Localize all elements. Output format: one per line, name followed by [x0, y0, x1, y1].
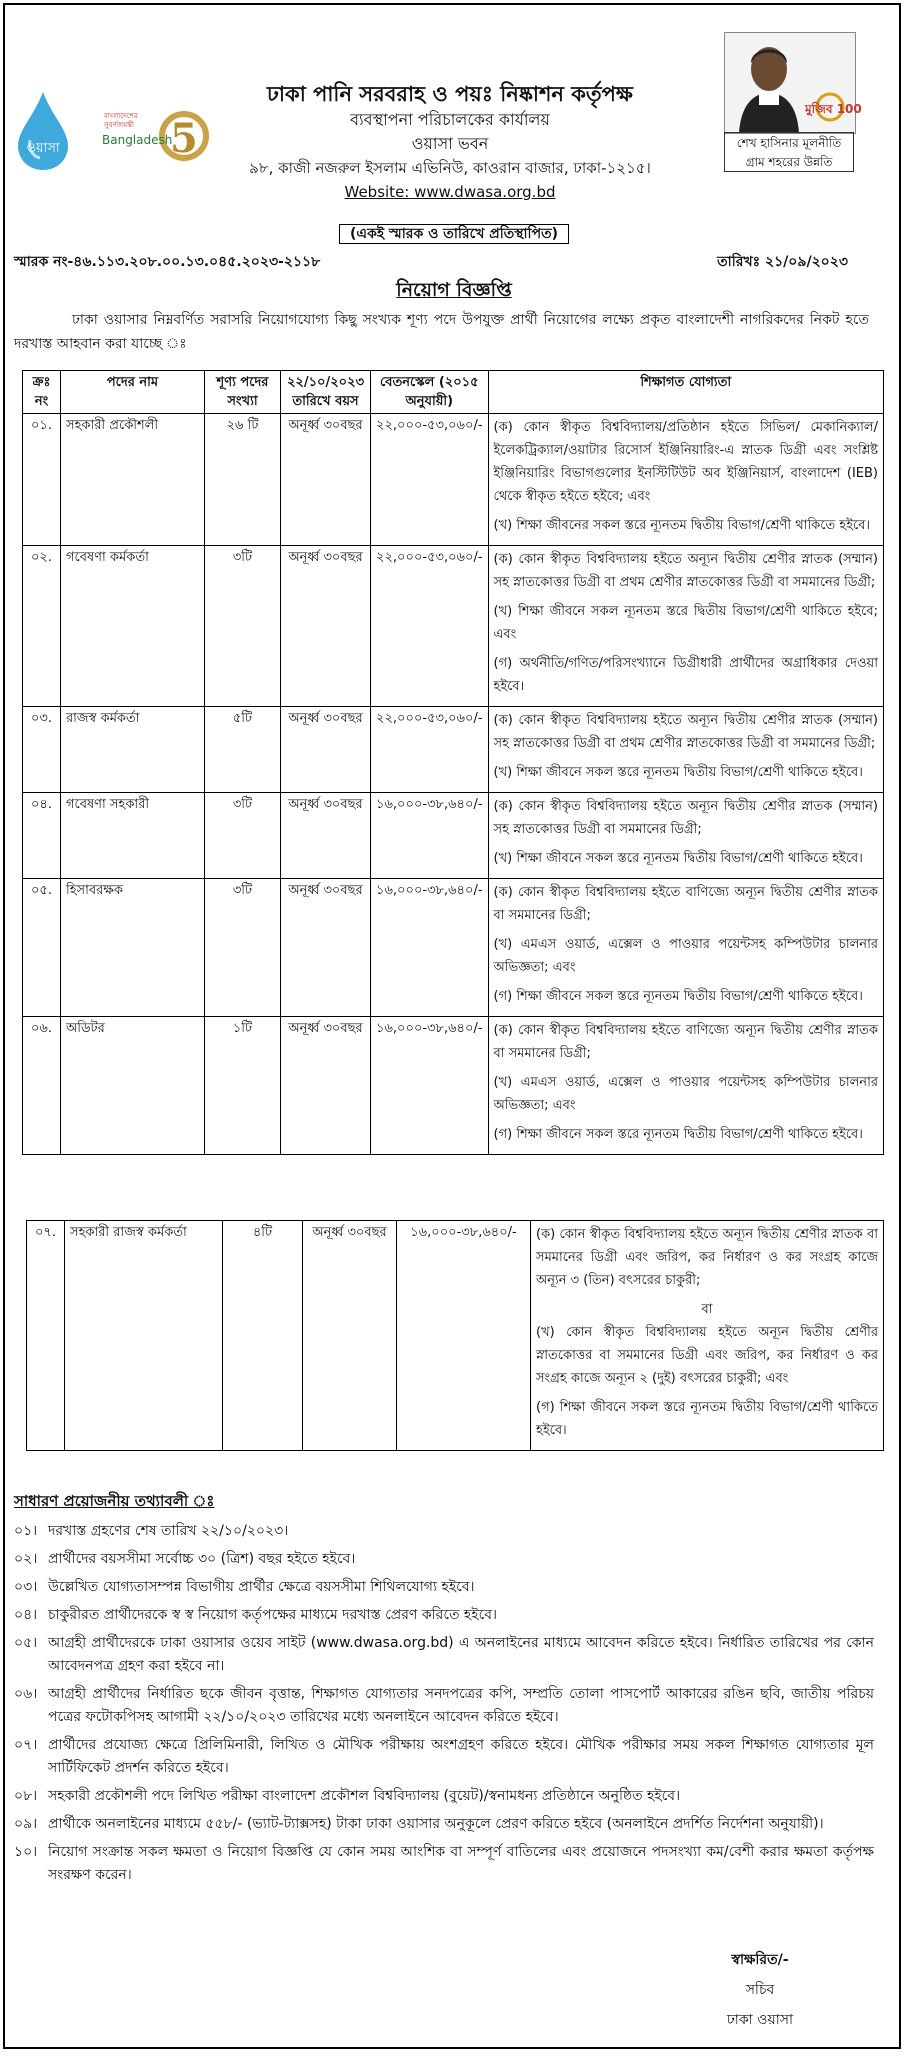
org-name: ঢাকা পানি সরবরাহ ও পয়ঃ নিষ্কাশন কর্তৃপক্ষ: [267, 82, 633, 106]
col-header-vacancy: শূণ্য পদের সংখ্যা: [205, 371, 281, 414]
row-salary: ২২,০০০-৫৩,০৬০/-: [371, 546, 489, 707]
building-name: ওয়াসা ভবন: [411, 134, 489, 153]
qualification-item: (ক) কোন স্বীকৃত বিশ্ববিদ্যালয় হইতে বাণিজ্যে অন্যূন দ্বিতীয় শ্রেণীর স্নাতক বা সমমানের ডিগ্রী;: [493, 885, 878, 923]
office-address: ৯৮, কাজী নজরুল ইসলাম এভিনিউ, কাওরান বাজার, ঢাকা-১২১৫।: [249, 159, 651, 177]
table-row: [23, 1017, 884, 1155]
qualification-item: (খ) এমএস ওয়ার্ড, এক্সেল ও পাওয়ার পয়েন্টসহ কম্পিউটার চালনার অভিজ্ঞতা; এবং: [493, 937, 878, 975]
list-item-number: ০৬।: [14, 1686, 38, 1702]
dwasa-logo-text: ওয়াসা: [26, 141, 60, 156]
table-header-row: [23, 371, 884, 414]
row-post: হিসাবরক্ষক: [61, 879, 205, 1017]
photo-caption-line1: শেখ হাসিনার মূলনীতি: [736, 136, 842, 150]
intro-paragraph: ঢাকা ওয়াসার নিম্নবর্ণিত সরাসরি নিয়োগযোগ্য কিছু সংখ্যক শূণ্য পদে উপযুক্ত প্রার্থী নিয়োগের লক্ষ্যে প্রকৃত বাংলাদেশী নাগরিকদের নিকট হতে দরখাস্ত আহবান করা যাচ্ছে ঃ: [14, 312, 869, 352]
qualification-item: (খ) শিক্ষা জীবনে সকল স্তরে ন্যূনতম দ্বিতীয় বিভাগ/শ্রেণী থাকিতে হইবে।: [493, 765, 863, 780]
qualification-item: (ক) কোন স্বীকৃত বিশ্ববিদ্যালয় হইতে অন্যূন দ্বিতীয় শ্রেণীর স্নাতক (সম্মান) সহ স্নাতকোত্তর ডিগ্রী বা প্রথম শ্রেণীর স্নাতকোত্তর ডিগ্রী বা সমমানের ডিগ্রী;: [493, 552, 878, 590]
list-item-number: ০৯।: [14, 1816, 38, 1832]
row-qualification: [488, 546, 883, 707]
list-item-text: দরখাস্ত গ্রহণের শেষ তারিখ ২২/১০/২০২৩।: [48, 1523, 289, 1539]
table-row: [23, 707, 884, 793]
list-item: [14, 1734, 874, 1780]
qualification-item: (গ) শিক্ষা জীবনে সকল স্তরে ন্যূনতম দ্বিতীয় বিভাগ/শ্রেণী থাকিতে হইবে।: [493, 1127, 863, 1142]
row-post: অডিটর: [61, 1017, 205, 1155]
list-item: [14, 1576, 874, 1599]
notice-title: নিয়োগ বিজ্ঞপ্তি: [396, 279, 512, 301]
list-item-text: প্রার্থীদের প্রযোজ্য ক্ষেত্রে প্রিলিমিনারী, লিখিত ও মৌখিক পরীক্ষায় অংশগ্রহণ করিতে হইবে। মৌখিক পরীক্ষার সময় সকল শিক্ষাগত যোগ্যতার মূল সার্টিফিকেট প্রদর্শন করিতে হইবে।: [48, 1737, 874, 1776]
row-salary: ১৬,০০০-৩৮,৬৪০/-: [371, 793, 489, 879]
row-age: অনূর্ধ্ব ৩০বছর: [281, 793, 371, 879]
list-item: [14, 1548, 874, 1571]
row-salary: ২২,০০০-৫৩,০৬০/-: [371, 707, 489, 793]
table-row: [27, 1221, 884, 1451]
row-vacancy: ৩টি: [205, 879, 281, 1017]
svg-text:সুবর্ণজয়ন্তী: সুবর্ণজয়ন্তী: [104, 121, 134, 129]
signed-label: স্বাক্ষরিত/-: [731, 1952, 789, 1968]
row-vacancy: ৪টি: [223, 1221, 303, 1451]
replacement-note: (একই স্মারক ও তারিখে প্রতিস্থাপিত): [339, 224, 569, 244]
general-info-heading: সাধারণ প্রয়োজনীয় তথ্যাবলী ঃ: [14, 1492, 215, 1510]
list-item-text: প্রার্থীকে অনলাইনের মাধ্যমে ৫৫৮/- (ভ্যাট-ট্যাক্সসহ) টাকা ঢাকা ওয়াসার অনুকূলে প্রেরণ করিতে হইবে (অনলাইনে প্রদর্শিত নির্দেশনা অনুযায়ী)।: [48, 1816, 824, 1832]
table-row: [23, 793, 884, 879]
row-serial: ০৪.: [23, 793, 61, 879]
notice-date: তারিখঃ ২১/০৯/২০২৩: [717, 254, 848, 270]
qualification-or: বা: [701, 1302, 713, 1317]
row-serial: ০৩.: [23, 707, 61, 793]
row-vacancy: ১টি: [205, 1017, 281, 1155]
mujib-badge: মুজিব 100: [805, 102, 862, 116]
qualification-item: (ক) কোন স্বীকৃত বিশ্ববিদ্যালয় হইতে অন্যূন দ্বিতীয় শ্রেণীর স্নাতক বা সমমানের ডিগ্রী এবং জরিপ, কর নির্ধারণ ও কর সংগ্রহ কাজে অন্যূন ৩ (তিন) বৎসরের চাকুরী;: [536, 1227, 878, 1288]
dwasa-logo: [12, 88, 74, 172]
portrait-image: [725, 33, 862, 133]
list-item-number: ১০।: [14, 1844, 38, 1860]
row-post: রাজস্ব কর্মকর্তা: [61, 707, 205, 793]
memo-number: স্মারক নং-৪৬.১১৩.২০৮.০০.১৩.০৪৫.২০২৩-২১১৮: [14, 254, 321, 270]
table-row: [23, 546, 884, 707]
row-salary: ১৬,০০০-৩৮,৬৪০/-: [397, 1221, 531, 1451]
row-salary: ২২,০০০-৫৩,০৬০/-: [371, 414, 489, 546]
row-salary: ১৬,০০০-৩৮,৬৪০/-: [371, 1017, 489, 1155]
list-item: [14, 1520, 874, 1543]
qualification-item: (গ) অর্থনীতি/গণিত/পরিসংখ্যানে ডিগ্রীধারী প্রার্থীদের অগ্রাধিকার দেওয়া হইবে।: [493, 656, 878, 694]
signature-org: ঢাকা ওয়াসা: [726, 2012, 794, 2028]
list-item: [14, 1632, 874, 1678]
row-qualification: [488, 879, 883, 1017]
qualification-item: (খ) এমএস ওয়ার্ড, এক্সেল ও পাওয়ার পয়েন্টসহ কম্পিউটার চালনার অভিজ্ঞতা; এবং: [493, 1075, 878, 1113]
table-row: [23, 414, 884, 546]
list-item-number: ০৮।: [14, 1788, 38, 1804]
photo-caption: [724, 132, 854, 172]
bangladesh-logo-text: Bangladesh: [102, 133, 173, 147]
row-post: সহকারী রাজস্ব কর্মকর্তা: [65, 1221, 223, 1451]
row-post: গবেষণা সহকারী: [61, 793, 205, 879]
row-age: অনূর্ধ্ব ৩০বছর: [281, 879, 371, 1017]
vacancy-table: [22, 370, 884, 1155]
row-serial: ০৫.: [23, 879, 61, 1017]
list-item-number: ০৭।: [14, 1737, 38, 1753]
col-header-qualification: শিক্ষাগত যোগ্যতা: [488, 371, 883, 414]
signature-block: [690, 1945, 830, 2035]
list-item: [14, 1604, 874, 1627]
row-vacancy: ২৬ টি: [205, 414, 281, 546]
office-name: ব্যবস্থাপনা পরিচালকের কার্যালয়: [350, 110, 550, 129]
list-item-text: উল্লেখিত যোগ্যতাসম্পন্ন বিভাগীয় প্রার্থীর ক্ষেত্রে বয়সসীমা শিথিলযোগ্য হইবে।: [48, 1579, 475, 1595]
qualification-item: (ক) কোন স্বীকৃত বিশ্ববিদ্যালয় হইতে অন্যূন দ্বিতীয় শ্রেণীর স্নাতক (সম্মান) সহ স্নাতকোত্তর ডিগ্রী বা প্রথম শ্রেণীর স্নাতকোত্তর ডিগ্রী বা সমমানের ডিগ্রী;: [493, 713, 878, 751]
row-vacancy: ৫টি: [205, 707, 281, 793]
list-item-text: নিয়োগ সংক্রান্ত সকল ক্ষমতা ও নিয়োগ বিজ্ঞপ্তি যে কোন সময় আংশিক বা সম্পূর্ণ বাতিলের এবং প্রয়োজনে পদসংখ্যা কম/বেশী করার ক্ষমতা কর্তৃপক্ষ সংরক্ষণ করেন।: [48, 1844, 874, 1883]
qualification-item: (গ) শিক্ষা জীবনে সকল স্তরে ন্যূনতম দ্বিতীয় বিভাগ/শ্রেণী থাকিতে হইবে।: [493, 989, 863, 1004]
portrait-photo: [724, 32, 862, 134]
list-item: [14, 1683, 874, 1729]
col-header-age: ২২/১০/২০২৩ তারিখে বয়স: [281, 371, 371, 414]
qualification-item: (গ) শিক্ষা জীবনে সকল স্তরে ন্যূনতম দ্বিতীয় বিভাগ/শ্রেণী থাকিতে হইবে।: [536, 1400, 878, 1438]
row-age: অনূর্ধ্ব ৩০বছর: [281, 546, 371, 707]
row-vacancy: ৩টি: [205, 546, 281, 707]
bangladesh-50-logo: [100, 102, 208, 168]
designation: সচিব: [745, 1982, 775, 1998]
svg-text:5: 5: [170, 115, 198, 162]
qualification-item: (খ) শিক্ষা জীবনে সকল স্তরে ন্যূনতম দ্বিতীয় বিভাগ/শ্রেণী থাকিতে হইবে।: [493, 851, 863, 866]
website-link[interactable]: Website: www.dwasa.org.bd: [344, 183, 556, 201]
table-row: [23, 879, 884, 1017]
list-item-number: ০২।: [14, 1551, 38, 1567]
svg-text:বাংলাদেশের: বাংলাদেশের: [104, 112, 138, 120]
row-age: অনূর্ধ্ব ৩০বছর: [303, 1221, 397, 1451]
row-age: অনূর্ধ্ব ৩০বছর: [281, 707, 371, 793]
row-age: অনূর্ধ্ব ৩০বছর: [281, 1017, 371, 1155]
row-qualification: [531, 1221, 884, 1451]
qualification-item: (খ) কোন স্বীকৃত বিশ্ববিদ্যালয় হইতে অন্যূন দ্বিতীয় শ্রেণীর স্নাতকোত্তর বা সমমানের ডিগ্রী এবং জরিপ, কর নির্ধারণ ও কর সংগ্রহ কাজে অন্যূন ২ (দুই) বৎসরের চাকুরী; এবং: [536, 1325, 878, 1386]
row-serial: ০৬.: [23, 1017, 61, 1155]
row-qualification: [488, 414, 883, 546]
list-item-text: প্রার্থীদের বয়সসীমা সর্বোচ্চ ৩০ (ত্রিশ) বছর হইতে হইবে।: [48, 1551, 356, 1567]
vacancy-table-row7: [26, 1220, 884, 1451]
row-qualification: [488, 793, 883, 879]
col-header-salary: বেতনস্কেল (২০১৫ অনুযায়ী): [371, 371, 489, 414]
row-serial: ০২.: [23, 546, 61, 707]
row-serial: ০৭.: [27, 1221, 65, 1451]
list-item-number: ০৫।: [14, 1635, 38, 1651]
list-item-text: আগ্রহী প্রার্থীদেরকে ঢাকা ওয়াসার ওয়েব সাইট (www.dwasa.org.bd) এ অনলাইনের মাধ্যমে আবেদন করিতে হইবে। নির্ধারিত তারিখের পর কোন আবেদনপত্র গ্রহণ করা হইবে না।: [48, 1635, 874, 1674]
qualification-item: (খ) শিক্ষা জীবনে সকল ন্যূনতম স্তরে দ্বিতীয় বিভাগ/শ্রেণী থাকিতে হইবে; এবং: [493, 604, 878, 642]
qualification-item: (ক) কোন স্বীকৃত বিশ্ববিদ্যালয় হইতে বাণিজ্যে অন্যূন দ্বিতীয় শ্রেণীর স্নাতক বা সমমানের ডিগ্রী;: [493, 1023, 878, 1061]
row-qualification: [488, 707, 883, 793]
letterhead: [230, 80, 670, 204]
list-item-number: ০১।: [14, 1523, 38, 1539]
row-vacancy: ৩টি: [205, 793, 281, 879]
list-item-number: ০৪।: [14, 1607, 38, 1623]
row-serial: ০১.: [23, 414, 61, 546]
qualification-item: (খ) শিক্ষা জীবনের সকল স্তরে ন্যূনতম দ্বিতীয় বিভাগ/শ্রেণী থাকিতে হইবে।: [493, 518, 871, 533]
list-item: [14, 1813, 874, 1836]
row-qualification: [488, 1017, 883, 1155]
col-header-post: পদের নাম: [61, 371, 205, 414]
row-salary: ১৬,০০০-৩৮,৬৪০/-: [371, 879, 489, 1017]
list-item-number: ০৩।: [14, 1579, 38, 1595]
row-age: অনূর্ধ্ব ৩০বছর: [281, 414, 371, 546]
photo-caption-line2: গ্রাম শহরের উন্নতি: [745, 155, 833, 169]
replacement-note-box: [0, 222, 908, 246]
qualification-item: (ক) কোন স্বীকৃত বিশ্ববিদ্যালয় হইতে অন্যূন দ্বিতীয় শ্রেণীর স্নাতক (সম্মান) সহ স্নাতকোত্তর ডিগ্রী বা সমমানের ডিগ্রী;: [493, 799, 878, 837]
list-item-text: আগ্রহী প্রার্থীদের নির্ধারিত ছকে জীবন বৃত্তান্ত, শিক্ষাগত যোগ্যতার সনদপত্রের কপি, সম্প্রতি তোলা পাসপোর্ট আকারের রঙিন ছবি, জাতীয় পরিচয় পত্রের ফটোকপিসহ আগামী ২২/১০/২০২৩ তারিখের মধ্যে অনলাইনে আবেদন করিতে হইবে।: [48, 1686, 874, 1725]
qualification-item: (ক) কোন স্বীকৃত বিশ্ববিদ্যালয়/প্রতিষ্ঠান হইতে সিভিল/ মেকানিক্যাল/ইলেকট্রিক্যাল/ওয়াটার রিসোর্স ইঞ্জিনিয়ারিং-এ স্নাতক ডিগ্রী এবং সংশ্লিষ্ট ইঞ্জিনিয়ারিং বিভাগগুলোর ইনস্টিটিউট অব ইঞ্জিনিয়ার্স, বাংলাদেশ (IEB) থেকে স্বীকৃত হইতে হইবে; এবং: [493, 420, 878, 504]
list-item-text: সহকারী প্রকৌশলী পদে লিখিত পরীক্ষা বাংলাদেশ প্রকৌশল বিশ্ববিদ্যালয় (বুয়েট)/স্বনামধন্য প্রতিষ্ঠানে অনুষ্ঠিত হইবে।: [48, 1788, 681, 1804]
row-post: সহকারী প্রকৌশলী: [61, 414, 205, 546]
list-item-text: চাকুরীরত প্রার্থীদেরকে স্ব স্ব নিয়োগ কর্তৃপক্ষের মাধ্যমে দরখাস্ত প্রেরণ করিতে হইবে।: [48, 1607, 497, 1623]
general-info-list: [14, 1520, 874, 1892]
list-item: [14, 1841, 874, 1887]
row-post: গবেষণা কর্মকর্তা: [61, 546, 205, 707]
col-header-serial: ক্রঃ নং: [23, 371, 61, 414]
list-item: [14, 1785, 874, 1808]
